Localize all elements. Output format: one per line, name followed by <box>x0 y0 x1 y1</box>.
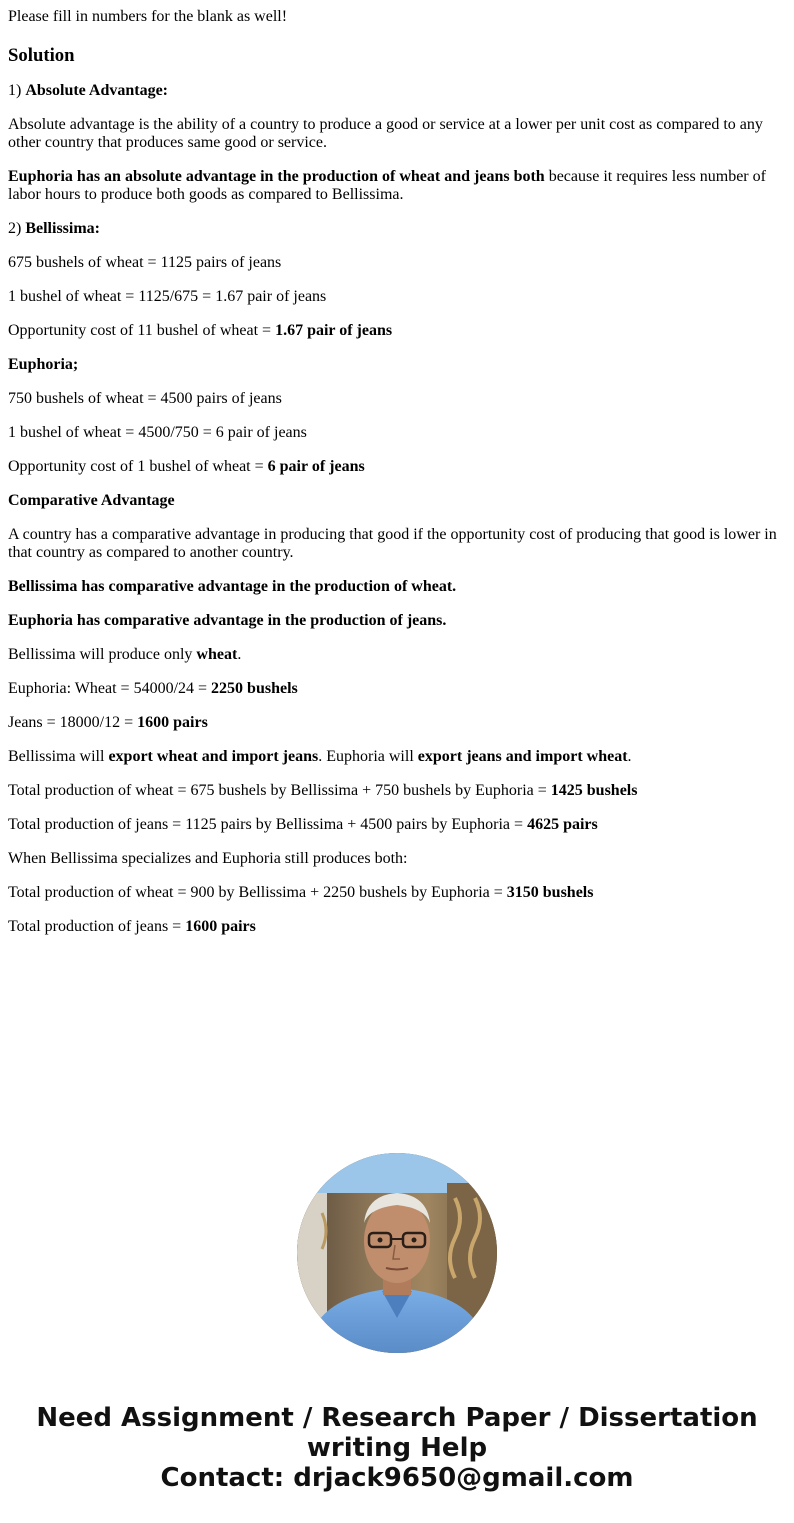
section-2-label: Bellissima: <box>25 220 100 237</box>
jeans-line <box>8 714 786 732</box>
bellissima-produce-text: Bellissima will produce only <box>8 646 197 663</box>
euphoria-comparative-bold: Euphoria has comparative advantage in the production of jeans. <box>8 612 447 629</box>
comparative-heading <box>8 492 786 510</box>
document-content <box>8 8 786 952</box>
section-1-label: Absolute Advantage: <box>25 82 169 99</box>
euphoria-opportunity-cost <box>8 458 786 476</box>
total-jeans <box>8 816 786 834</box>
question-prompt: Please fill in numbers for the blank as well! <box>8 8 288 25</box>
solution-heading: Solution <box>8 45 75 66</box>
euphoria-comparative <box>8 612 786 630</box>
euphoria-wheat-bold: 2250 bushels <box>211 680 298 697</box>
trade-statement <box>8 748 786 766</box>
total-jeans-bold: 4625 pairs <box>527 816 598 833</box>
section-1-number: 1) <box>8 82 26 99</box>
trade-end: . <box>627 748 632 765</box>
euphoria-wheat <box>8 680 786 698</box>
promo-contact: Contact: drjack9650@gmail.com <box>160 1463 634 1493</box>
bellissima-oc-value: 1.67 pair of jeans <box>275 322 393 339</box>
jeans-text: Jeans = 18000/12 = <box>8 714 138 731</box>
absolute-advantage-definition: Absolute advantage is the ability of a country to produce a good or service at a lower per unit cost as compared to any other country that produces same good or service. <box>8 116 763 151</box>
total-wheat-text: Total production of wheat = 675 bushels by Bellissima + 750 bushels by Euphoria = <box>8 782 551 799</box>
total-wheat <box>8 782 786 800</box>
total-wheat-specialized <box>8 884 786 902</box>
euphoria-line-1: 750 bushels of wheat = 4500 pairs of jeans <box>8 390 282 407</box>
comparative-definition: A country has a comparative advantage in producing that good if the opportunity cost of producing that good is lower in that country as compared to another country. <box>8 526 777 561</box>
section-2-title <box>8 220 786 238</box>
bellissima-opportunity-cost <box>8 322 786 340</box>
promo-line-1: Need Assignment / Research Paper / Dissertation <box>36 1403 758 1433</box>
euphoria-absolute-statement <box>8 168 786 204</box>
euphoria-oc-value: 6 pair of jeans <box>267 458 365 475</box>
trade-text-1: Bellissima will <box>8 748 109 765</box>
euphoria-absolute-rest: because it requires less number of labor hours to produce both goods as compared to Bellissima. <box>8 168 766 203</box>
euphoria-line-2: 1 bushel of wheat = 4500/750 = 6 pair of jeans <box>8 424 307 441</box>
total-jeans-text: Total production of jeans = 1125 pairs by Bellissima + 4500 pairs by Euphoria = <box>8 816 528 833</box>
bellissima-line-1: 675 bushels of wheat = 1125 pairs of jeans <box>8 254 282 271</box>
specializes-line: When Bellissima specializes and Euphoria still produces both: <box>8 850 408 867</box>
trade-text-2: . Euphoria will <box>318 748 418 765</box>
bellissima-comparative-bold: Bellissima has comparative advantage in the production of wheat. <box>8 578 457 595</box>
total-wheat-2-text: Total production of wheat = 900 by Bellissima + 2250 bushels by Euphoria = <box>8 884 507 901</box>
bellissima-line-2: 1 bushel of wheat = 1125/675 = 1.67 pair of jeans <box>8 288 327 305</box>
section-2-number: 2) <box>8 220 26 237</box>
trade-bold-2: export jeans and import wheat <box>417 748 628 765</box>
total-jeans-specialized <box>8 918 786 936</box>
euphoria-heading-label: Euphoria; <box>8 356 79 373</box>
author-avatar <box>297 1153 497 1353</box>
euphoria-wheat-text: Euphoria: Wheat = 54000/24 = <box>8 680 212 697</box>
euphoria-absolute-bold: Euphoria has an absolute advantage in the production of wheat and jeans both <box>8 168 545 185</box>
promo-banner <box>0 1403 794 1493</box>
total-wheat-2-bold: 3150 bushels <box>506 884 594 901</box>
bellissima-produce-bold: wheat <box>196 646 238 663</box>
bellissima-produce <box>8 646 786 664</box>
promo-line-2: writing Help <box>306 1433 488 1463</box>
total-jeans-2-bold: 1600 pairs <box>185 918 256 935</box>
bellissima-comparative <box>8 578 786 596</box>
total-jeans-2-text: Total production of jeans = <box>8 918 186 935</box>
comparative-heading-label: Comparative Advantage <box>8 492 175 509</box>
section-1-title <box>8 82 786 100</box>
bellissima-produce-end: . <box>237 646 242 663</box>
euphoria-heading <box>8 356 786 374</box>
trade-bold-1: export wheat and import jeans <box>108 748 319 765</box>
jeans-bold: 1600 pairs <box>137 714 208 731</box>
euphoria-oc-text: Opportunity cost of 1 bushel of wheat = <box>8 458 268 475</box>
author-portrait-icon <box>297 1153 497 1353</box>
bellissima-oc-text: Opportunity cost of 11 bushel of wheat = <box>8 322 276 339</box>
total-wheat-bold: 1425 bushels <box>550 782 638 799</box>
